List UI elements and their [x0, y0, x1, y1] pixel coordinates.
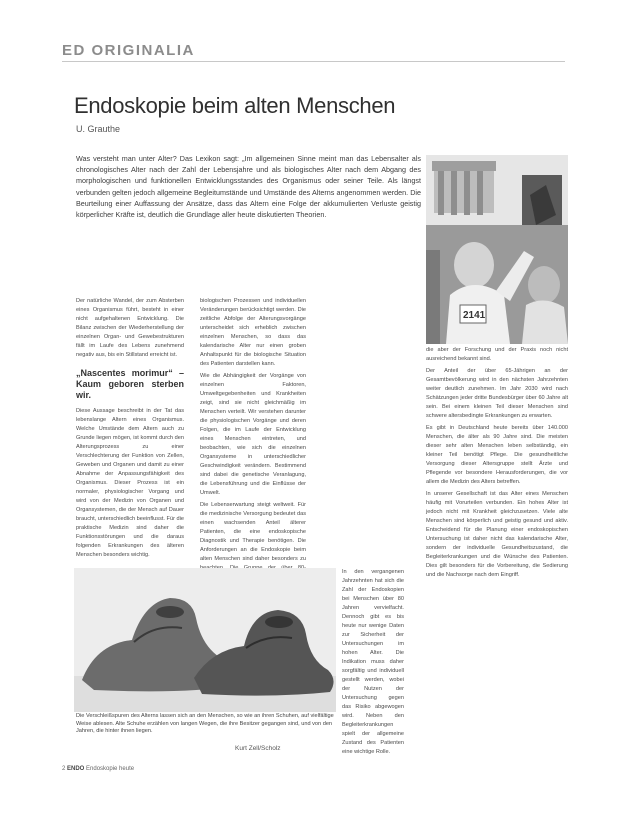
svg-text:2141: 2141	[463, 310, 486, 321]
lead-paragraph: Was versteht man unter Alter? Das Lexikon sagt: „Im allgemeinen Sinne meint man das Lebensalter als chronologisches Alter nach der Zahl der Lebensjahre und als biologisches Alter nach dem Abgang des morphologischen und funktionellen Entwicklungsstandes des Organismus oder seiner Teile. Als längst verbunden gelten jedoch allgemeine Begleitumstände und Umstände des Alterns angenommen werden. Die Beurteilung einer Auffassung der Ansätze, dass das Altern eine Folge der akkumulierten Verluste geistig körperlicher Kräfte ist, deutlich die Grundlage aller heute diskutierten Theorien.	[76, 154, 421, 220]
paragraph: Die Lebenserwartung steigt weltweit. Für die medizinische Versorgung bedeutet das einen wachsenden Anteil älterer Patienten, die eine endoskopische Diagnostik und Therapie benötigen. Die Anforderungen an die Endoskopie beim alten Menschen sind daher besonders zu	[200, 502, 306, 562]
photo-caption: Die Verschleißspuren des Alterns lassen sich an den Menschen, so wie an ihren Schuhen, auf vielfältige Weise ablesen. Alte Schuhe erzählen von langen Wegen, die ihre Besitzer gegangen sind, und von den Jahren, die hinter ihnen liegen.	[76, 713, 334, 734]
marathon-photo-graphic	[426, 155, 568, 344]
page-footer	[62, 766, 134, 772]
paragraph: Es gibt in Deutschland heute bereits über 140.000 Menschen, die älter als 90 Jahre sind. Die meisten dieser sehr alten Menschen leben selbständig, ein kleiner Teil benötigt Pflege. Die gesundheitliche Versorgung dieser Altersgruppe stellt Ärzte und Pflegende vor besondere Herausforderungen, die vor allem die Medizin des Alters betreffen.	[426, 425, 568, 485]
page-number: 2	[62, 766, 66, 772]
subheading: „Nascentes morimur“ – Kaum geboren sterben wir.	[76, 368, 184, 400]
photo-credit: Kurt Zell/Scholz	[235, 745, 281, 752]
paragraph: In unserer Gesellschaft ist das Alter eines Menschen häufig mit Vorurteilen verbunden. Ein hohes Alter ist jedoch nicht mit Krankheit gleichzusetzen. Viele alte Menschen sind körperlich und geistig gesund und aktiv. Entscheidend für die Planung einer endoskopischen Untersuchung ist daher nicht das kalendarische Alter, sondern der individuelle Gesundheitszustand, die Begleiterkrankungen und die Wünsche des Patienten. Dies gilt besonders für die Vorbereitung, die Sedierung und die Nachsorge nach dem Eingriff.	[426, 491, 568, 578]
journal-name: ENDO	[67, 766, 85, 772]
header-rule	[62, 61, 565, 62]
paragraph: die aber der Forschung und der Praxis noch nicht ausreichend bekannt sind.	[426, 347, 568, 362]
column-3	[426, 346, 568, 583]
paragraph: biologischen Prozessen und individuellen Veränderungen berücksichtigt werden. Die zeitliche Abfolge der Alterungsvorgänge unterscheidet sich erheblich zwischen einzelnen Menschen, so dass das kalendarische Alter nur einen groben Anhaltspunkt für die biologische Situation des Patienten darstellen kann.	[200, 298, 306, 367]
paragraph: Der natürliche Wandel, der zum Absterben eines Organismus führt, besteht in einer nicht aufgehaltenen Entwicklung. Die Bilanz zwischen der Wiederherstellung der einzelnen Organ- und Gewebestrukturen fällt im Laufe des Lebens zunehmend negativ aus, bis ein Stillstand erreicht ist.	[76, 298, 184, 358]
old-shoes-photo	[74, 568, 336, 712]
marathon-photo	[426, 155, 568, 344]
article-title: Endoskopie beim alten Menschen	[74, 93, 396, 118]
journal-issue: Endoskopie heute	[86, 766, 135, 772]
paragraph: In den vergangenen Jahrzehnten hat sich die Zahl der Endoskopien bei Menschen über 80 Jahren vervielfacht. Dennoch gibt es bis heute nur wenige Daten zur Sicherheit der Untersuchungen im hohen Alter. Die Indikation muss daher sorgfältig und individuell gestellt werden, wobei der Nutzen der Untersuchung gegen das Risiko abgewogen wird. Neben den Begleiterkrankungen spielt der allgemeine Zustand des Patienten eine wichtige Rolle.	[342, 569, 404, 755]
section-header: ED ORIGINALIA	[62, 42, 195, 59]
column-2-lower	[342, 568, 404, 760]
old-shoes-graphic	[74, 568, 336, 712]
column-1	[76, 297, 184, 563]
column-2-upper	[200, 297, 306, 594]
paragraph: Der Anteil der über 65-Jährigen an der Gesamtbevölkerung wird in den nächsten Jahrzehnten weiter deutlich zunehmen. Im Jahr 2030 wird nach Schätzungen jeder dritte Bundesbürger über 60 Jahre alt sein. Bei einem kleinen Teil dieser Menschen sind schwere altersbedingte Erkrankungen zu erwarten.	[426, 368, 568, 419]
paragraph: Diese Aussage beschreibt in der Tat das lebenslange Altern eines Organismus. Welche Umstände dem Altern auch zu Grunde liegen mögen, ist kommt durch den Alterungsprozess zu einer Verschlechterung der Funktion von Zellen, Geweben und Organen und damit zu einer Abnahme der Anpassungsfähigkeit des Organismus. Dieser Prozess ist ein normaler, physiologischer Vorgang und wird von der Medizin von Organen und Organsystemen, die der Mensch auf Dauer braucht, unterschiedlich beeinflusst. Für die praktische Medizin sind daher die Funktionsstörungen und die daraus folgenden Erkrankungen des älteren Menschen besonders wichtig.	[76, 408, 184, 558]
article-author: U. Grauthe	[76, 124, 121, 134]
paragraph: Wie die Abhängigkeit der Vorgänge von einzelnen Faktoren, Umweltgegebenheiten und Krankheiten zeigt, sind sie nicht gleichmäßig im Menschen verteilt. Wir verstehen darunter die physiologischen Vorgänge und deren Folgen, die im Laufe der Entwicklung eines Menschen eintreten, und beobachten, wie sich die einzelnen Organsysteme in unterschiedlicher Geschwindigkeit verändern. Bestimmend sind dabei die genetische Veranlagung, die Lebensführung und die Einflüsse der Umwelt.	[200, 373, 306, 496]
